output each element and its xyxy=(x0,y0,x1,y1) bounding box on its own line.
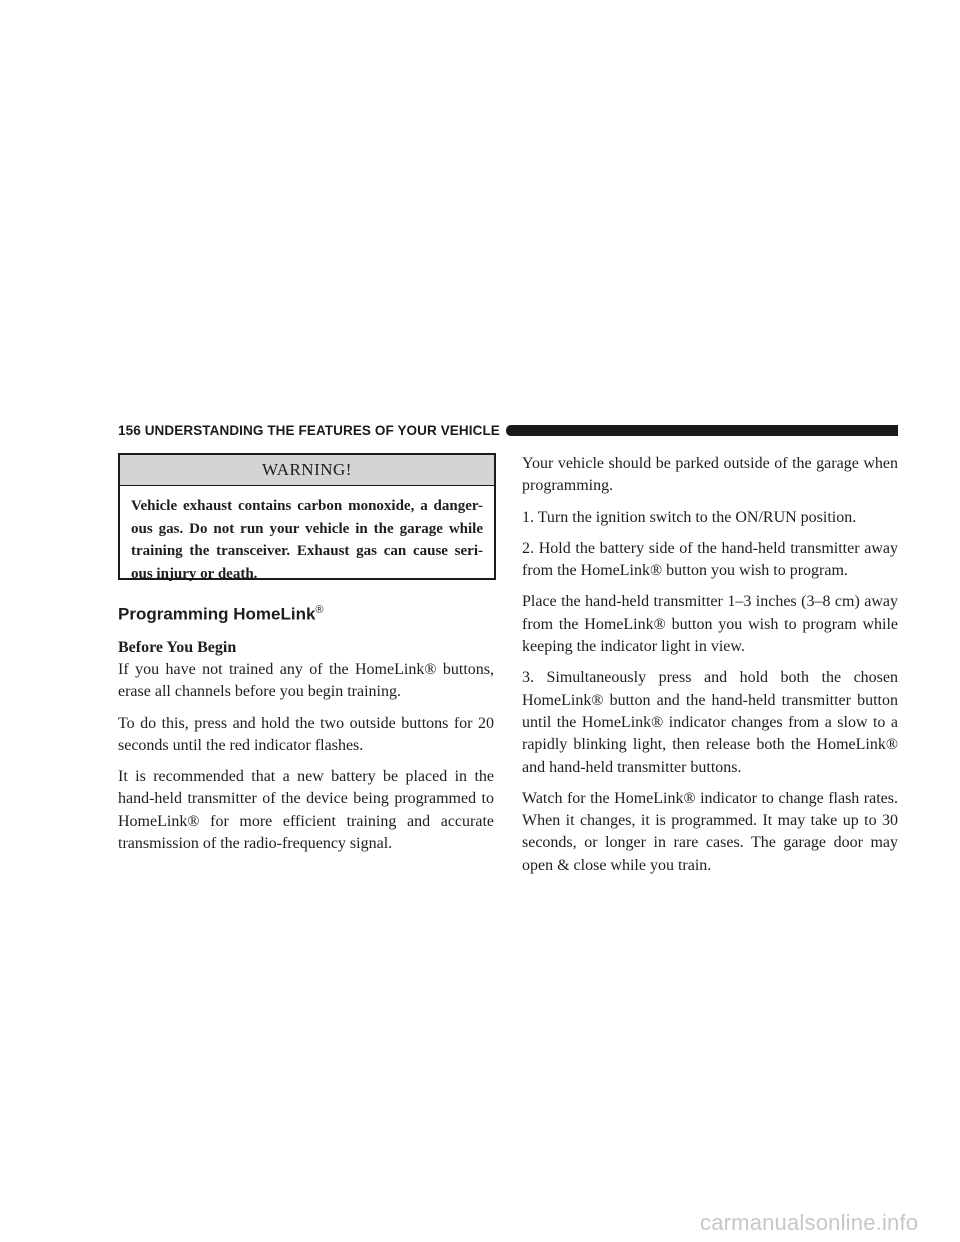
warning-box xyxy=(118,453,496,580)
registered-symbol: ® xyxy=(315,604,324,616)
warning-body: Vehicle exhaust contains carbon monoxide, a danger-ous gas. Do not run your vehicle in the garage while training the transceiver. Exhaust gas can cause seri-ous injury or death. xyxy=(131,498,483,582)
step-3: 3. Simultaneously press and hold both the chosen HomeLink® button and the hand-held transmitter button until the HomeLink® indicator changes from a slow to a rapidly blinking light, then release both the HomeLink® and hand-held transmitter buttons. xyxy=(522,669,898,776)
page-header xyxy=(118,420,898,440)
page-number: 156 xyxy=(118,422,141,438)
step-2: 2. Hold the battery side of the hand-held transmitter away from the HomeLink® button you wish to program. xyxy=(522,539,898,580)
paragraph: If you have not trained any of the HomeLink® buttons, erase all channels before you begin training. xyxy=(118,660,494,701)
right-column xyxy=(522,453,898,886)
section-heading xyxy=(118,600,494,625)
left-column xyxy=(118,600,494,864)
paragraph: Watch for the HomeLink® indicator to change flash rates. When it changes, it is programmed. It may take up to 30 seconds, or longer in rare cases. The garage door may open & close while you train. xyxy=(522,789,898,874)
warning-title: WARNING! xyxy=(120,455,494,486)
paragraph: Your vehicle should be parked outside of the garage when programming. xyxy=(522,455,898,495)
header-rule xyxy=(506,425,898,436)
paragraph: Place the hand-held transmitter 1–3 inches (3–8 cm) away from the HomeLink® button you wish to program while keeping the indicator light in view. xyxy=(522,593,898,656)
paragraph: It is recommended that a new battery be placed in the hand-held transmitter of the device being programmed to HomeLink® for more efficient training and accurate transmission of the radio-frequency signal. xyxy=(118,768,494,853)
section-title: UNDERSTANDING THE FEATURES OF YOUR VEHICLE xyxy=(144,422,500,438)
paragraph: To do this, press and hold the two outside buttons for 20 seconds until the red indicator flashes. xyxy=(118,714,494,754)
subheading: Before You Begin xyxy=(118,638,237,656)
step-1: 1. Turn the ignition switch to the ON/RUN position. xyxy=(522,508,857,526)
page-header-text xyxy=(118,423,500,438)
watermark: carmanualsonline.info xyxy=(700,1210,919,1235)
section-heading-text: Programming HomeLink xyxy=(118,604,316,624)
